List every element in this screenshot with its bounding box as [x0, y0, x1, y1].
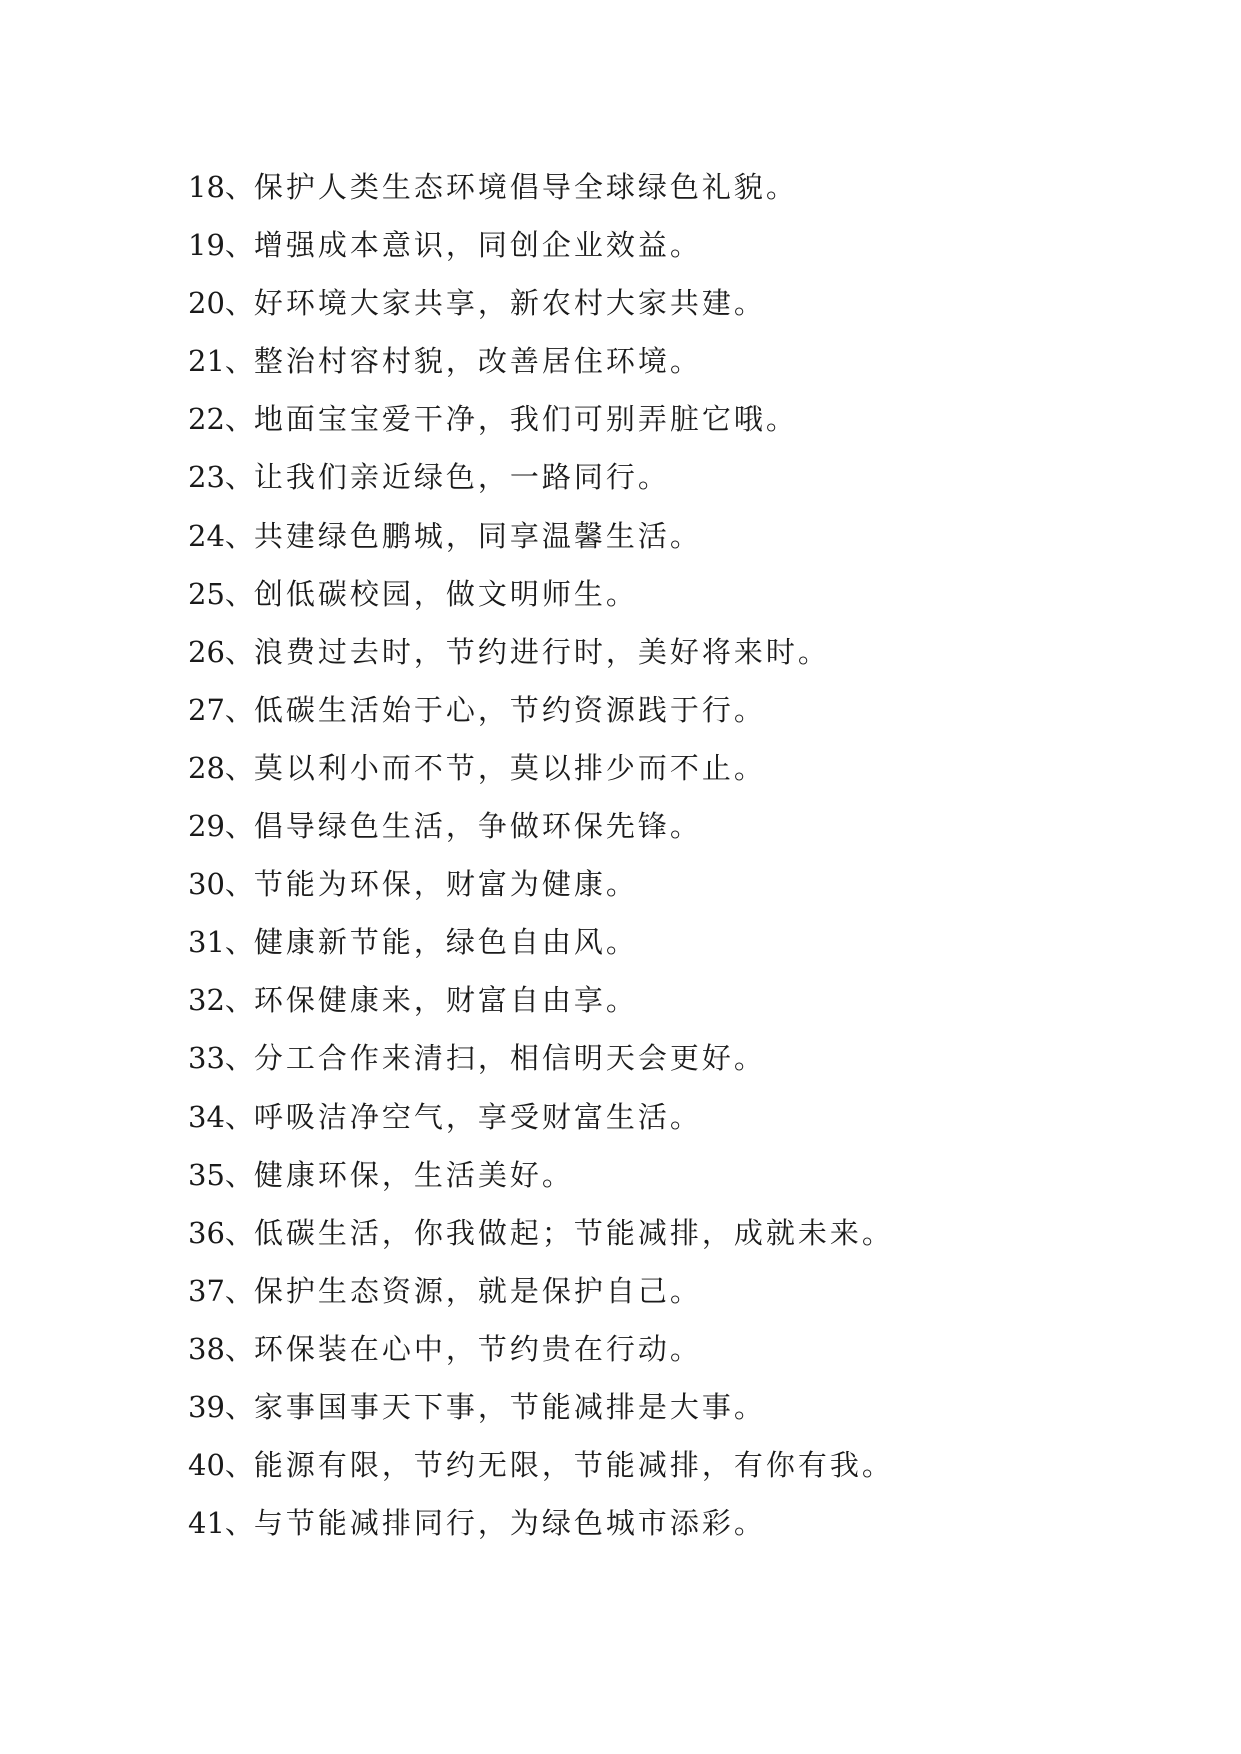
item-text: 好环境大家共享，新农村大家共建。 [253, 286, 766, 321]
list-item [188, 158, 894, 216]
item-text: 倡导绿色生活，争做环保先锋。 [253, 809, 702, 844]
list-item [188, 1029, 894, 1087]
list-item [188, 1262, 894, 1320]
item-number: 33、 [188, 1041, 254, 1076]
list-item [188, 1436, 894, 1494]
list-item [188, 390, 894, 448]
list-item [188, 1378, 894, 1436]
item-number: 29、 [188, 809, 254, 844]
item-text: 保护生态资源，就是保护自己。 [253, 1273, 702, 1308]
list-item [188, 971, 894, 1029]
item-text: 创低碳校园，做文明师生。 [253, 576, 638, 611]
list-item [188, 565, 894, 623]
item-number: 30、 [188, 867, 254, 902]
list-item [188, 274, 894, 332]
item-text: 呼吸洁净空气，享受财富生活。 [253, 1099, 702, 1134]
item-text: 保护人类生态环境倡导全球绿色礼貌。 [253, 170, 798, 204]
list-item [188, 623, 894, 681]
item-text: 健康环保，生活美好。 [253, 1157, 574, 1192]
item-number: 21、 [188, 344, 254, 379]
item-number: 32、 [188, 983, 254, 1018]
list-item [188, 216, 894, 274]
list-item [188, 681, 894, 739]
item-text: 与节能减排同行，为绿色城市添彩。 [253, 1506, 766, 1541]
item-number: 22、 [188, 402, 254, 437]
list-item [188, 332, 894, 390]
item-text: 低碳生活始于心，节约资源践于行。 [253, 692, 766, 727]
item-number: 37、 [188, 1273, 254, 1308]
item-number: 31、 [188, 925, 254, 960]
item-number: 24、 [188, 518, 254, 553]
item-text: 环保装在心中，节约贵在行动。 [253, 1331, 702, 1366]
item-text: 低碳生活，你我做起；节能减排，成就未来。 [253, 1215, 894, 1250]
list-item [188, 1320, 894, 1378]
slogan-list [188, 158, 894, 1552]
item-number: 38、 [188, 1331, 254, 1366]
item-text: 浪费过去时，节约进行时，美好将来时。 [253, 634, 830, 669]
item-text: 家事国事天下事，节能减排是大事。 [253, 1389, 766, 1424]
item-number: 23、 [188, 460, 254, 495]
list-item [188, 855, 894, 913]
item-number: 20、 [188, 286, 254, 321]
list-item [188, 507, 894, 565]
item-text: 健康新节能，绿色自由风。 [253, 925, 638, 960]
list-item [188, 797, 894, 855]
list-item [188, 739, 894, 797]
item-text: 能源有限，节约无限，节能减排，有你有我。 [253, 1448, 894, 1483]
item-text: 节能为环保，财富为健康。 [253, 867, 638, 902]
item-text: 分工合作来清扫，相信明天会更好。 [253, 1041, 766, 1076]
item-number: 35、 [188, 1157, 254, 1192]
item-number: 26、 [188, 634, 254, 669]
item-number: 18、 [188, 170, 254, 204]
item-text: 让我们亲近绿色，一路同行。 [253, 460, 670, 495]
list-item [188, 448, 894, 506]
list-item [188, 1204, 894, 1262]
item-text: 共建绿色鹏城，同享温馨生活。 [253, 518, 702, 553]
item-number: 19、 [188, 228, 254, 263]
item-text: 莫以利小而不节，莫以排少而不止。 [253, 750, 766, 785]
item-number: 40、 [188, 1448, 254, 1483]
item-text: 增强成本意识，同创企业效益。 [253, 228, 702, 263]
item-number: 25、 [188, 576, 254, 611]
item-number: 36、 [188, 1215, 254, 1250]
list-item [188, 1088, 894, 1146]
item-text: 环保健康来，财富自由享。 [253, 983, 638, 1018]
item-text: 整治村容村貌，改善居住环境。 [253, 344, 702, 379]
item-number: 34、 [188, 1099, 254, 1134]
item-number: 39、 [188, 1389, 254, 1424]
item-number: 41、 [188, 1506, 254, 1541]
list-item [188, 1146, 894, 1204]
list-item [188, 913, 894, 971]
item-text: 地面宝宝爱干净，我们可别弄脏它哦。 [253, 402, 798, 437]
item-number: 27、 [188, 692, 254, 727]
item-number: 28、 [188, 750, 254, 785]
list-item [188, 1494, 894, 1552]
